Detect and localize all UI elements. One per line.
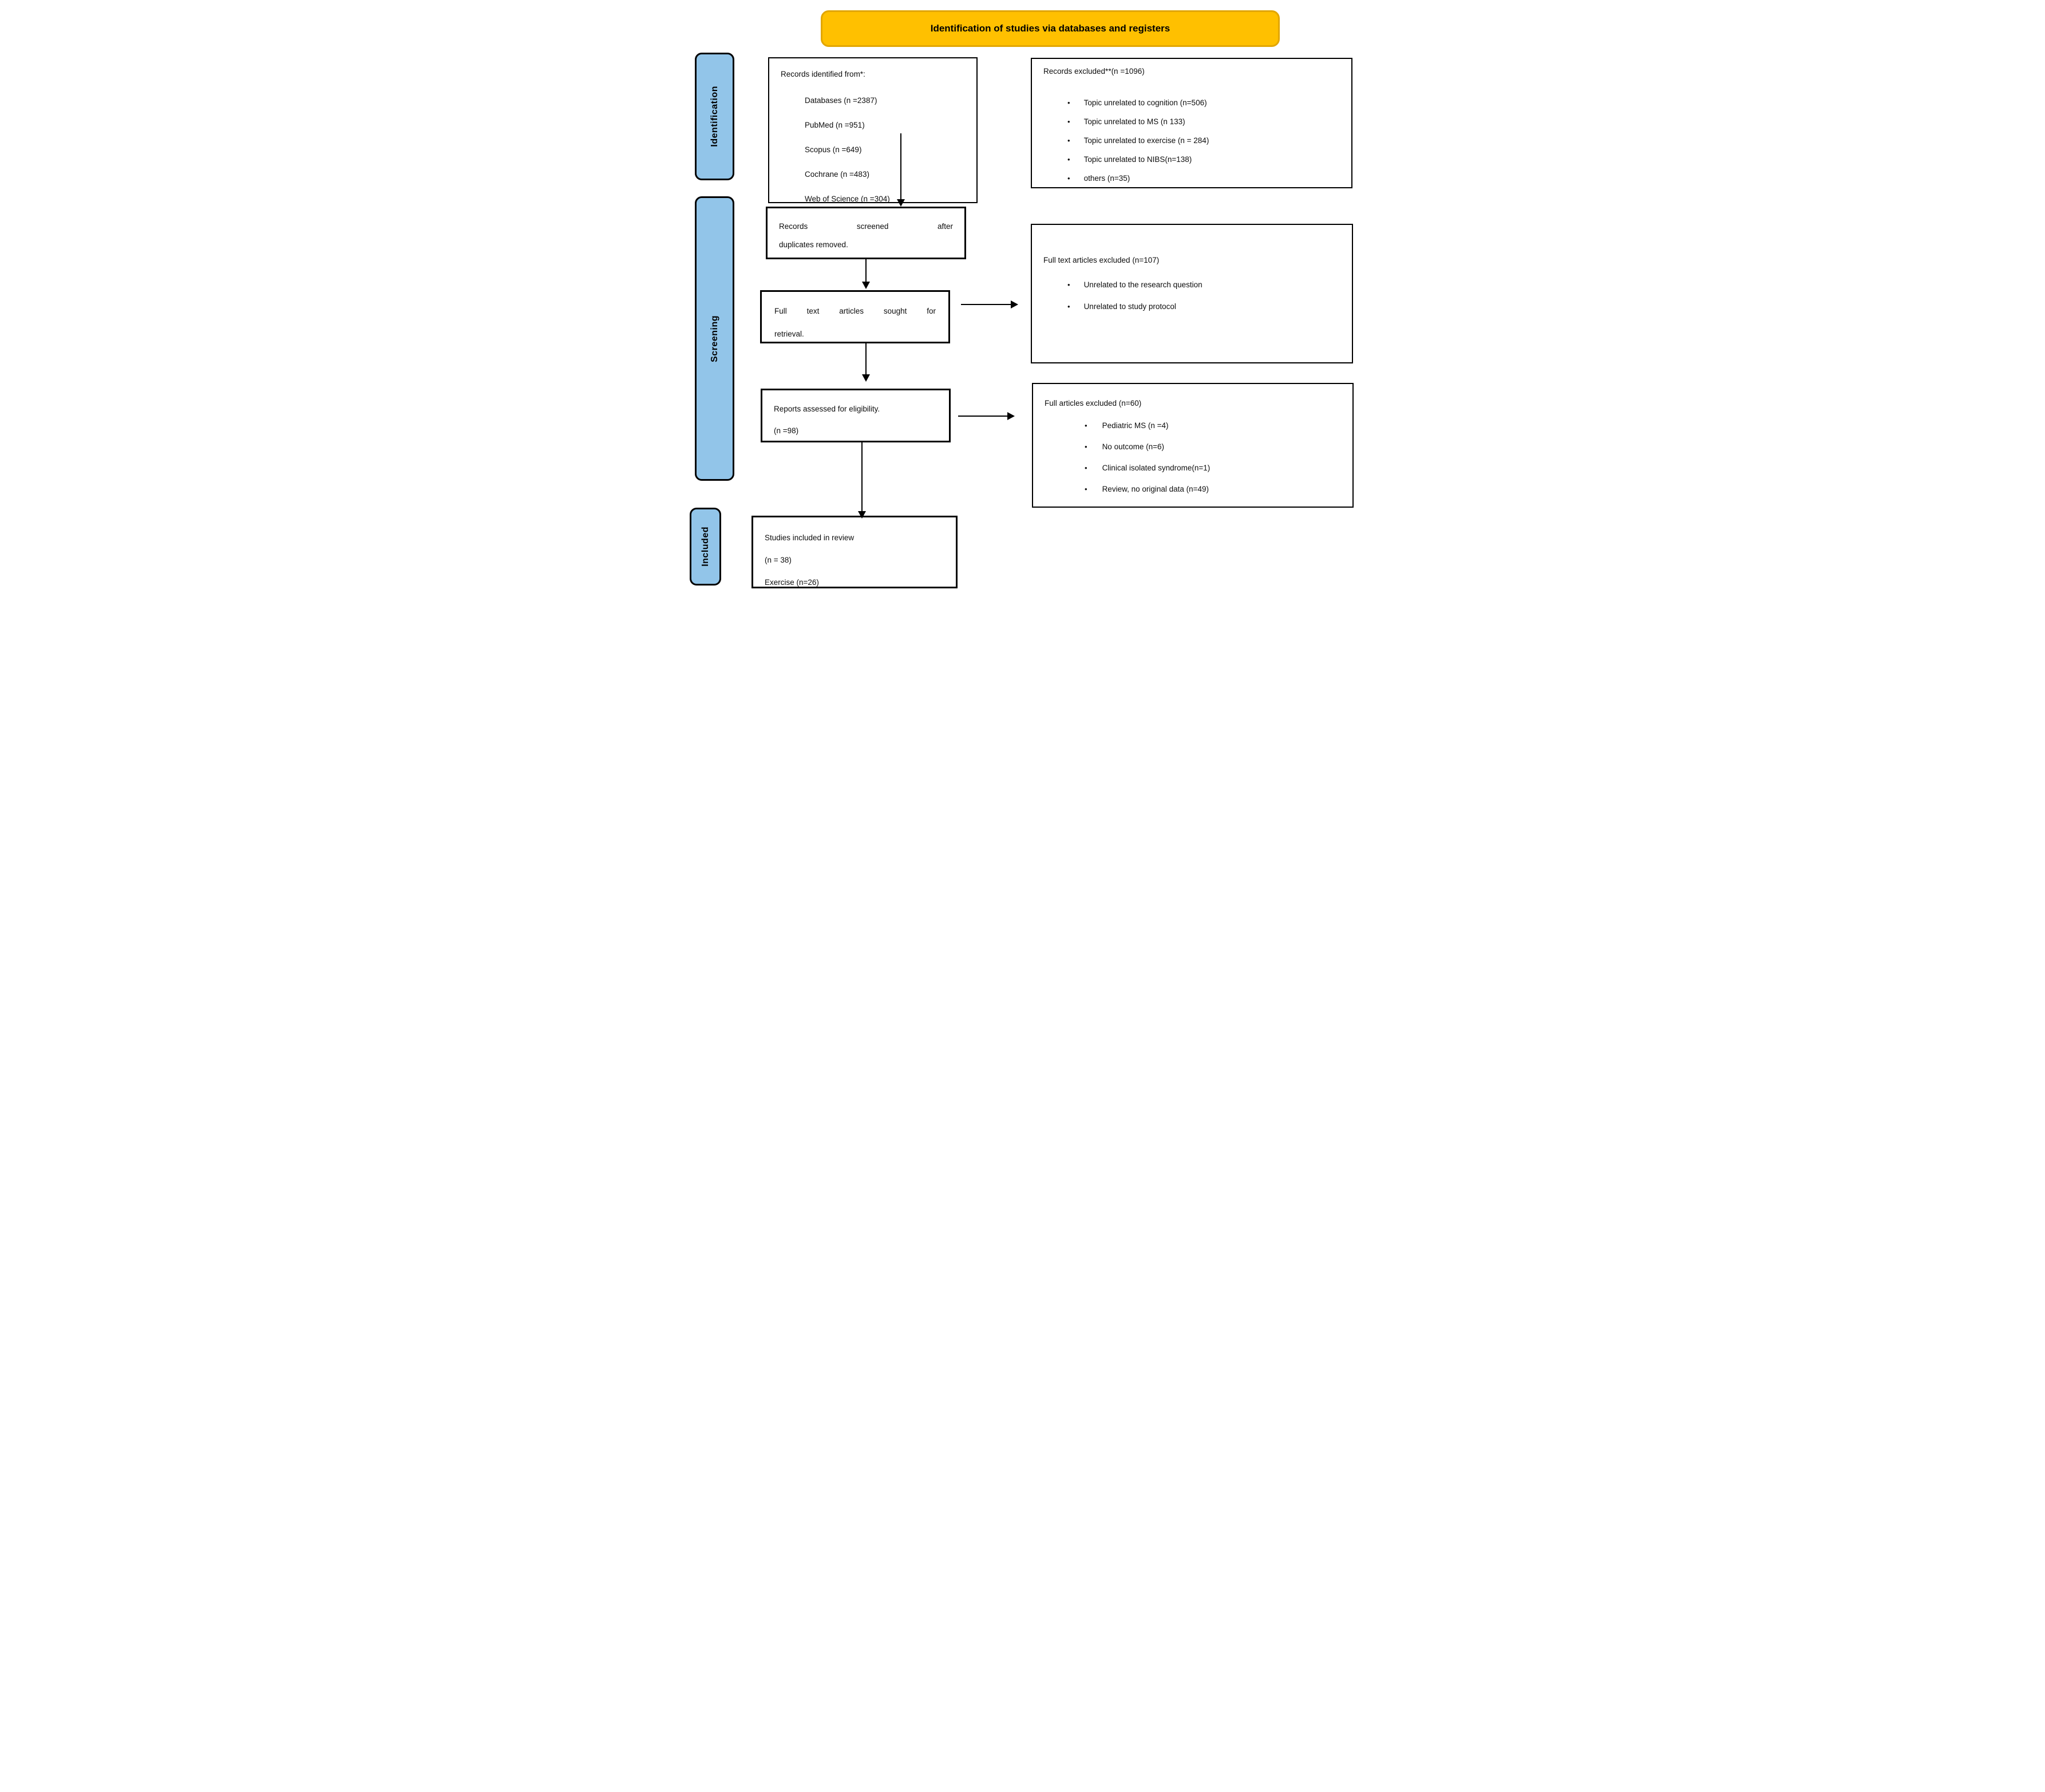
full-articles-excluded-title: Full articles excluded (n=60) [1045,399,1142,408]
phase-screening [695,196,734,481]
records-excluded-list [1043,93,1340,188]
bullet-icon: • [1085,442,1087,451]
fulltext-excluded-list [1043,274,1340,318]
reports-assessed-line1: Reports assessed for eligibility. [774,405,880,413]
list-item: • Pediatric MS (n =4) [1045,415,1341,436]
records-screened-line1: Records screened after [779,222,953,231]
records-excluded-title: Records excluded**(n =1096) [1043,67,1145,76]
bullet-icon: • [1067,155,1070,164]
arrowhead-right-icon [1011,300,1018,308]
box-records-excluded [1031,58,1352,188]
list-item: • Unrelated to study protocol [1043,296,1340,318]
box-fulltext-excluded [1031,224,1353,363]
list-item: • Topic unrelated to MS (n 133) [1043,112,1340,131]
box-records-screened [766,207,966,259]
box-full-articles-excluded [1032,383,1354,508]
bullet-icon: • [1067,117,1070,126]
phase-identification-label: Identification [709,86,719,147]
arrow-sought-to-fulltext-excluded [961,304,1011,305]
records-identified-title: Records identified from*: [781,70,865,78]
list-item: • Review, no original data (n=49) [1045,478,1341,500]
list-item: Databases (n =2387) [805,96,877,105]
bullet-icon: • [1085,464,1087,472]
fulltext-excluded-title: Full text articles excluded (n=107) [1043,256,1160,264]
list-item: Web of Science (n =304) [805,195,890,203]
bullet-icon: • [1067,136,1070,145]
box-reports-assessed [761,389,951,442]
bullet-icon: • [1067,98,1070,107]
list-item: • Topic unrelated to cognition (n=506) [1043,93,1340,112]
list-item: • Clinical isolated syndrome(n=1) [1045,457,1341,478]
bullet-icon: • [1067,302,1070,311]
bullet-icon: • [1067,174,1070,183]
box-fulltext-sought [760,290,950,343]
phase-included [690,508,721,586]
list-item: Cochrane (n =483) [805,170,869,179]
arrowhead-down-icon [897,199,905,207]
box-studies-included [751,516,958,588]
phase-included-label: Included [700,527,710,567]
list-item: • No outcome (n=6) [1045,436,1341,457]
fulltext-sought-line2: retrieval. [774,330,804,338]
banner [821,10,1280,47]
bullet-icon: • [1067,280,1070,289]
studies-included-line3: Exercise (n=26) [765,578,819,587]
phase-identification [695,53,734,180]
arrow-screened-to-sought [865,259,867,282]
arrow-sought-to-assessed [865,343,867,375]
list-item: • others (n=35) [1043,169,1340,188]
list-item: • Unrelated to the research question [1043,274,1340,296]
bullet-icon: • [1085,485,1087,493]
fulltext-sought-line1: Full text articles sought for [774,307,936,315]
prisma-flow-diagram [682,0,1363,598]
arrowhead-down-icon [858,511,866,519]
records-identified-list [781,88,965,211]
phase-screening-label: Screening [709,315,719,362]
arrow-identified-to-screened [900,133,901,199]
studies-included-line2: (n = 38) [765,556,792,564]
full-articles-excluded-list [1045,415,1341,500]
arrow-assessed-to-articles-excluded [958,416,1008,417]
bullet-icon: • [1085,421,1087,430]
banner-title: Identification of studies via databases and registers [930,23,1170,34]
reports-assessed-line2: (n =98) [774,426,799,435]
list-item: Scopus (n =649) [805,145,862,154]
box-records-identified [768,57,978,203]
arrowhead-down-icon [862,282,870,289]
arrowhead-right-icon [1007,412,1015,420]
list-item: PubMed (n =951) [805,121,865,129]
arrow-assessed-to-included [861,442,863,512]
list-item: • Topic unrelated to exercise (n = 284) [1043,131,1340,150]
arrowhead-down-icon [862,374,870,382]
studies-included-line1: Studies included in review [765,533,855,542]
records-screened-line2: duplicates removed. [779,240,848,249]
list-item: • Topic unrelated to NIBS(n=138) [1043,150,1340,169]
